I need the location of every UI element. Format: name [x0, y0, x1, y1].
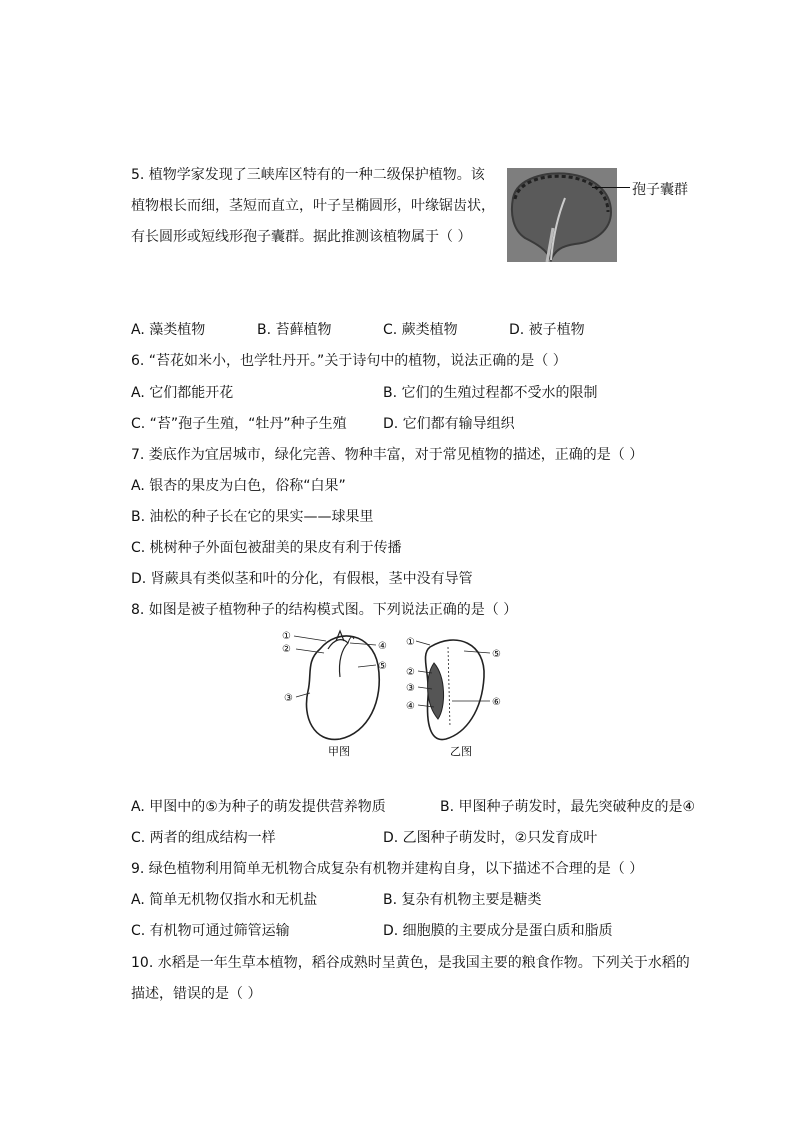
q5-option-a: A. 藻类植物: [131, 322, 206, 338]
q5-stem-line2: 植物根长而细，茎短而直立，叶子呈椭圆形，叶缘锯齿状，: [131, 198, 495, 214]
q5-stem-line1: 5. 植物学家发现了三峡库区特有的一种二级保护植物。该: [131, 167, 485, 183]
fig-right-label-5: ⑤: [492, 649, 501, 660]
q9-option-a: A. 简单无机物仅指水和无机盐: [131, 892, 318, 908]
q8-option-d: D. 乙图种子萌发时，②只发育成叶: [383, 830, 598, 846]
q6-stem: 6. “苔花如米小，也学牡丹开。”关于诗句中的植物，说法正确的是（ ）: [131, 353, 567, 369]
q7-stem: 7. 娄底作为宜居城市，绿化完善、物种丰富，对于常见植物的描述，正确的是（ ）: [131, 447, 644, 463]
q8-stem: 8. 如图是被子植物种子的结构模式图。下列说法正确的是（ ）: [131, 602, 518, 618]
q10-stem-line1: 10. 水稻是一年生草本植物，稻谷成熟时呈黄色，是我国主要的粮食作物。下列关于水稻的: [131, 955, 690, 971]
fig-left-label-5: ⑤: [378, 661, 387, 672]
fig-right-label-4: ④: [406, 701, 415, 712]
q8-option-b: B. 甲图种子萌发时，最先突破种皮的是④: [440, 799, 696, 815]
q5-option-b: B. 苔藓植物: [257, 322, 332, 338]
fig-right-label-1: ①: [406, 637, 415, 648]
q6-option-b: B. 它们的生殖过程都不受水的限制: [383, 385, 598, 401]
fig-left-label-4: ④: [378, 641, 387, 652]
q7-option-c: C. 桃树种子外面包被甜美的果皮有利于传播: [131, 540, 402, 556]
q5-stem-line3: 有长圆形或短线形孢子囊群。据此推测该植物属于（ ）: [131, 229, 472, 245]
fig-right-label-3: ③: [406, 683, 415, 694]
fig-left-label-1: ①: [282, 631, 291, 642]
q6-option-c: C. “苔”孢子生殖，“牡丹”种子生殖: [131, 416, 347, 432]
q9-option-b: B. 复杂有机物主要是糖类: [383, 892, 542, 908]
seed-structure-figure: [280, 627, 520, 762]
fern-leaf-photo: [507, 168, 617, 262]
fig-right-label-2: ②: [406, 667, 415, 678]
fig-right-caption: 乙图: [450, 745, 472, 758]
q6-option-a: A. 它们都能开花: [131, 385, 234, 401]
sorus-label: 孢子囊群: [632, 182, 688, 198]
q8-option-a: A. 甲图中的⑤为种子的萌发提供营养物质: [131, 799, 386, 815]
q8-option-c: C. 两者的组成结构一样: [131, 830, 276, 846]
q5-option-c: C. 蕨类植物: [383, 322, 458, 338]
fig-left-label-3: ③: [284, 693, 293, 704]
fig-left-caption: 甲图: [328, 745, 350, 758]
q9-option-d: D. 细胞膜的主要成分是蛋白质和脂质: [383, 923, 613, 939]
q9-option-c: C. 有机物可通过筛管运输: [131, 923, 290, 939]
fig-left-label-2: ②: [282, 644, 291, 655]
q5-option-d: D. 被子植物: [509, 322, 585, 338]
q6-option-d: D. 它们都有输导组织: [383, 416, 515, 432]
q10-stem-line2: 描述，错误的是（ ）: [131, 986, 262, 1002]
q7-option-a: A. 银杏的果皮为白色，俗称“白果”: [131, 478, 346, 494]
fig-right-label-6: ⑥: [492, 697, 501, 708]
q9-stem: 9. 绿色植物利用简单无机物合成复杂有机物并建构自身，以下描述不合理的是（ ）: [131, 861, 644, 877]
callout-line: [592, 187, 630, 188]
q7-option-d: D. 肾蕨具有类似茎和叶的分化，有假根，茎中没有导管: [131, 571, 473, 587]
q7-option-b: B. 油松的种子长在它的果实——球果里: [131, 509, 374, 525]
